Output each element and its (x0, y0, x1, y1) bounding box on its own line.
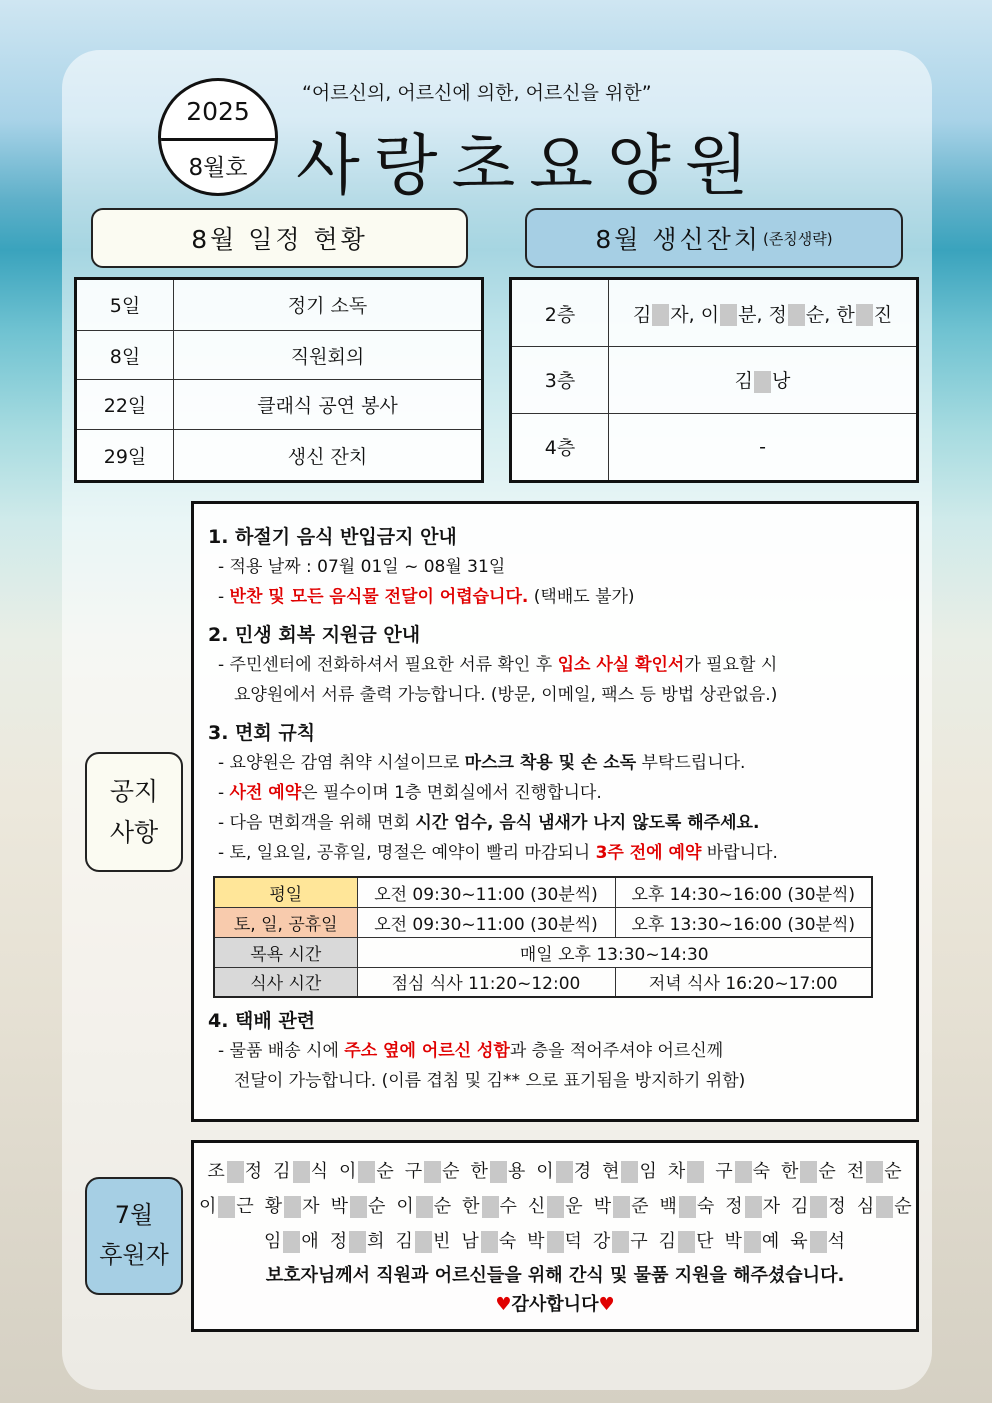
name-part: 자, 이 (670, 303, 720, 326)
redaction-mask (720, 304, 737, 326)
table-row (76, 279, 483, 331)
donor-name (857, 1189, 913, 1224)
redaction-mask (800, 1161, 817, 1183)
donor-name (528, 1189, 584, 1224)
donor-name (273, 1154, 329, 1189)
donor-name (396, 1224, 452, 1259)
donor-surname: 박 (527, 1231, 546, 1252)
donor-given: 준 (631, 1196, 650, 1217)
donor-name (207, 1154, 263, 1189)
notice-label-line: 공지 (109, 776, 159, 806)
redaction-mask (735, 1161, 752, 1183)
donor-given: 용 (507, 1161, 527, 1182)
donor-surname: 임 (263, 1231, 283, 1252)
birthday-floor: 2층 (511, 279, 609, 347)
redaction-mask (856, 304, 873, 326)
redaction-mask (621, 1161, 638, 1183)
donor-given: 희 (367, 1231, 386, 1252)
redaction-mask (358, 1161, 375, 1183)
name-part: 김 (632, 303, 652, 326)
text: - 물품 배송 시에 (218, 1041, 345, 1061)
donor-given: 숙 (498, 1231, 518, 1252)
redaction-mask (679, 1196, 696, 1218)
birthday-heading (525, 208, 903, 268)
hours-cell: 오후 13:30~16:00 (30분씩) (615, 907, 872, 937)
donor-given: 구 (630, 1231, 649, 1252)
redaction-mask (349, 1231, 366, 1253)
donor-surname: 한 (462, 1196, 481, 1217)
donor-given: 순 (884, 1161, 903, 1182)
notice-line (208, 808, 916, 838)
donor-surname: 정 (329, 1231, 349, 1252)
text: - (218, 587, 230, 607)
redaction-mask (556, 1161, 573, 1183)
name-part: 분, 정 (738, 303, 787, 326)
notice-line (208, 1036, 916, 1066)
schedule-event: 직원회의 (174, 330, 483, 380)
donor-name (199, 1189, 255, 1224)
redaction-mask (415, 1231, 432, 1253)
donor-given: 애 (301, 1231, 320, 1252)
hours-label: 토, 일, 공휴일 (214, 907, 357, 937)
issue-year: 2025 (186, 97, 250, 126)
redaction-mask (547, 1231, 564, 1253)
donor-label-line: 후원자 (99, 1241, 169, 1269)
donor-given: 자 (302, 1196, 321, 1217)
hours-cell: 오후 14:30~16:00 (30분씩) (615, 877, 872, 907)
donor-name (471, 1154, 527, 1189)
donor-name (536, 1154, 592, 1189)
table-row (76, 430, 483, 482)
redaction-mask (788, 304, 805, 326)
donor-given: 수 (499, 1196, 518, 1217)
donor-name (847, 1154, 903, 1189)
redaction-mask (678, 1231, 695, 1253)
schedule-heading-text: 8월 일정 현황 (191, 225, 368, 254)
donor-surname: 이 (199, 1196, 218, 1217)
redaction-mask (416, 1196, 433, 1218)
notice-line (208, 650, 916, 680)
donor-name (715, 1154, 771, 1189)
hours-cell: 오전 09:30~11:00 (30분씩) (357, 877, 615, 907)
donor-surname: 강 (592, 1231, 612, 1252)
donor-surname: 차 (667, 1161, 687, 1182)
donor-given: 석 (827, 1231, 847, 1252)
table-row (511, 413, 918, 481)
table-row (214, 877, 872, 907)
text: - 토, 일요일, 공휴일, 명절은 예약이 빨리 마감되니 (218, 843, 596, 863)
donor-name (724, 1224, 780, 1259)
donor-surname: 구 (404, 1161, 424, 1182)
hours-cell: 저녁 식사 16:20~17:00 (615, 967, 872, 997)
donor-name (791, 1189, 847, 1224)
donor-name (659, 1224, 715, 1259)
issue-badge (158, 78, 278, 196)
donor-name (725, 1189, 781, 1224)
redaction-mask (744, 1231, 761, 1253)
donor-given: 예 (761, 1231, 781, 1252)
notice-line: 요양원에서 서류 출력 가능합니다. (방문, 이메일, 팩스 등 방법 상관없음.) (234, 685, 778, 705)
donor-line (194, 1189, 916, 1224)
donor-surname: 이 (338, 1161, 358, 1182)
donor-surname: 신 (527, 1196, 547, 1217)
bold-text: 시간 엄수, 음식 냄새가 나지 않도록 해주세요. (415, 813, 760, 833)
notice-line (208, 582, 916, 612)
donor-surname: 박 (330, 1196, 349, 1217)
donor-name (339, 1154, 395, 1189)
notice-line (208, 748, 916, 778)
redaction-mask (866, 1161, 883, 1183)
name-part: 김 (734, 370, 753, 393)
donor-given: 임 (639, 1161, 658, 1182)
name-part: 순, 한 (805, 303, 855, 326)
donor-box (191, 1140, 919, 1332)
donor-name (593, 1224, 649, 1259)
hours-label: 목욕 시간 (214, 937, 357, 967)
donor-name (396, 1189, 452, 1224)
text: - (218, 783, 230, 803)
donor-surname: 박 (593, 1196, 613, 1217)
schedule-event: 생신 잔치 (174, 430, 483, 482)
birthday-table (509, 277, 919, 483)
redaction-mask (490, 1161, 507, 1183)
redaction-mask (612, 1231, 629, 1253)
redaction-mask (810, 1196, 827, 1218)
schedule-event: 정기 소독 (174, 279, 483, 331)
donor-given: 자 (762, 1196, 782, 1217)
donor-surname: 이 (536, 1161, 555, 1182)
redaction-mask (687, 1161, 704, 1183)
notice-heading: 3. 면회 규칙 (208, 722, 316, 744)
highlight-text: 반찬 및 모든 음식물 전달이 어렵습니다. (229, 587, 529, 607)
birthday-heading-text: 8월 생신잔치 (595, 225, 761, 254)
schedule-table (74, 277, 484, 483)
birthday-names: - (609, 413, 918, 481)
redaction-mask (482, 1196, 499, 1218)
donor-given: 경 (573, 1161, 593, 1182)
donor-surname: 김 (791, 1196, 810, 1217)
redaction-mask (652, 304, 669, 326)
text: - 주민센터에 전화하셔서 필요한 서류 확인 후 (218, 655, 558, 675)
schedule-day: 5일 (76, 279, 174, 331)
badge-divider (161, 138, 275, 141)
notice-heading: 4. 택배 관련 (208, 1010, 316, 1032)
donor-name (462, 1189, 518, 1224)
text: 은 필수이며 1층 면회실에서 진행합니다. (301, 783, 602, 803)
birthday-floor: 4층 (511, 413, 609, 481)
donor-given: 순 (376, 1161, 395, 1182)
notice-line: 전달이 가능합니다. (이름 겹침 및 김** 으로 표기됨을 방지하기 위함) (234, 1071, 746, 1091)
schedule-day: 29일 (76, 430, 174, 482)
heart-icon: ♥ (598, 1294, 615, 1315)
notice-heading: 2. 민생 회복 지원금 안내 (208, 624, 421, 646)
donor-given: 정 (828, 1196, 847, 1217)
highlight-text: 사전 예약 (229, 783, 302, 803)
slogan: “어르신의, 어르신에 의한, 어르신을 위한” (302, 82, 652, 104)
donor-surname: 심 (856, 1196, 876, 1217)
donor-given: 운 (565, 1196, 584, 1217)
donor-surname: 이 (396, 1196, 415, 1217)
donor-name (405, 1154, 461, 1189)
donor-given: 빈 (432, 1231, 452, 1252)
birthday-names (609, 279, 918, 347)
redaction-mask (810, 1231, 827, 1253)
hours-cell: 매일 오후 13:30~14:30 (357, 937, 872, 967)
donor-surname: 한 (470, 1161, 489, 1182)
donor-label (85, 1177, 183, 1295)
redaction-mask (218, 1196, 235, 1218)
highlight-text: 주소 옆에 어르신 성함 (344, 1041, 510, 1061)
visiting-hours-table (213, 876, 873, 998)
donor-given: 정 (244, 1161, 264, 1182)
donor-surname: 조 (207, 1161, 226, 1182)
donor-line (194, 1154, 916, 1189)
text: 가 필요할 시 (684, 655, 778, 675)
notice-line (208, 778, 916, 808)
donor-name (461, 1224, 517, 1259)
donor-name (781, 1154, 837, 1189)
redaction-mask (284, 1196, 301, 1218)
donor-surname: 백 (659, 1196, 678, 1217)
donor-given: 숙 (696, 1196, 716, 1217)
redaction-mask (876, 1196, 893, 1218)
donor-surname: 김 (273, 1161, 292, 1182)
donor-surname: 박 (724, 1231, 743, 1252)
redaction-mask (227, 1161, 244, 1183)
redaction-mask (613, 1196, 630, 1218)
donor-surname: 김 (395, 1231, 414, 1252)
issue-month: 8월호 (188, 155, 248, 181)
schedule-day: 8일 (76, 330, 174, 380)
donor-surname: 한 (781, 1161, 800, 1182)
donor-surname: 남 (461, 1231, 480, 1252)
donor-thanks: 보호자님께서 직원과 어르신들을 위해 간식 및 물품 지원을 해주셨습니다. (265, 1265, 845, 1286)
page-title: 사랑초요양원 (296, 127, 763, 204)
text: - 요양원은 감염 취약 시설이므로 (218, 753, 465, 773)
name-part: 낭 (772, 370, 791, 393)
hours-cell: 오전 09:30~11:00 (30분씩) (357, 907, 615, 937)
name-part: 진 (873, 303, 893, 326)
table-row (76, 330, 483, 380)
hours-label: 식사 시간 (214, 967, 357, 997)
donor-surname: 황 (264, 1196, 284, 1217)
donor-name (265, 1189, 321, 1224)
donor-name (527, 1224, 583, 1259)
redaction-mask (754, 371, 771, 393)
donor-given: 순 (367, 1196, 387, 1217)
donor-surname: 현 (602, 1161, 621, 1182)
bold-text: 마스크 착용 및 손 소독 (464, 753, 637, 773)
hours-cell: 점심 식사 11:20~12:00 (357, 967, 615, 997)
birthday-floor: 3층 (511, 347, 609, 413)
donor-thanks-closing (194, 1291, 916, 1319)
redaction-mask (481, 1231, 498, 1253)
schedule-heading (91, 208, 468, 268)
donor-surname: 육 (790, 1231, 809, 1252)
donor-given: 덕 (564, 1231, 583, 1252)
notice-heading: 1. 하절기 음식 반입금지 안내 (208, 526, 457, 548)
text: 부탁드립니다. (636, 753, 746, 773)
redaction-mask (283, 1231, 300, 1253)
donor-surname: 정 (725, 1196, 744, 1217)
donor-surname: 전 (846, 1161, 866, 1182)
donor-given: 순 (818, 1161, 837, 1182)
donor-name (659, 1189, 715, 1224)
schedule-day: 22일 (76, 380, 174, 430)
table-row (76, 380, 483, 430)
donor-name (668, 1154, 705, 1189)
thanks-text: 감사합니다 (511, 1294, 599, 1315)
text: (택배도 불가) (528, 587, 635, 607)
donor-name (331, 1189, 387, 1224)
redaction-mask (293, 1161, 310, 1183)
schedule-event: 클래식 공연 봉사 (174, 380, 483, 430)
table-row (511, 347, 918, 413)
donor-given: 순 (894, 1196, 913, 1217)
notice-box (191, 501, 919, 1122)
donor-given: 식 (310, 1161, 329, 1182)
donor-name (264, 1224, 320, 1259)
redaction-mask (745, 1196, 762, 1218)
table-row (214, 907, 872, 937)
table-row (511, 279, 918, 347)
notice-line (208, 838, 916, 868)
donor-surname: 구 (715, 1161, 734, 1182)
donor-surname: 김 (658, 1231, 678, 1252)
donor-given: 숙 (752, 1161, 772, 1182)
heart-icon: ♥ (495, 1294, 512, 1315)
redaction-mask (424, 1161, 441, 1183)
birthday-heading-note: (존칭생략) (762, 229, 833, 248)
text: 바랍니다. (701, 843, 778, 863)
donor-given: 순 (442, 1161, 461, 1182)
donor-given: 근 (236, 1196, 255, 1217)
notice-label-line: 사항 (109, 818, 159, 847)
highlight-text: 입소 사실 확인서 (557, 655, 685, 675)
text: 과 층을 적어주셔야 어르신께 (509, 1041, 724, 1061)
donor-name (594, 1189, 650, 1224)
donor-name (790, 1224, 846, 1259)
donor-given: 단 (696, 1231, 715, 1252)
redaction-mask (350, 1196, 367, 1218)
table-row (214, 937, 872, 967)
notice-line: - 적용 날짜 : 07월 01일 ~ 08월 31일 (218, 557, 506, 577)
redaction-mask (547, 1196, 564, 1218)
birthday-names (609, 347, 918, 413)
donor-label-line: 7월 (114, 1201, 154, 1230)
donor-name (330, 1224, 386, 1259)
donor-given: 순 (433, 1196, 453, 1217)
hours-label: 평일 (214, 877, 357, 907)
donor-name (602, 1154, 658, 1189)
notice-label (85, 752, 183, 872)
text: - 다음 면회객을 위해 면회 (218, 813, 416, 833)
donor-line (194, 1224, 916, 1259)
highlight-text: 3주 전에 예약 (595, 843, 702, 863)
table-row (214, 967, 872, 997)
